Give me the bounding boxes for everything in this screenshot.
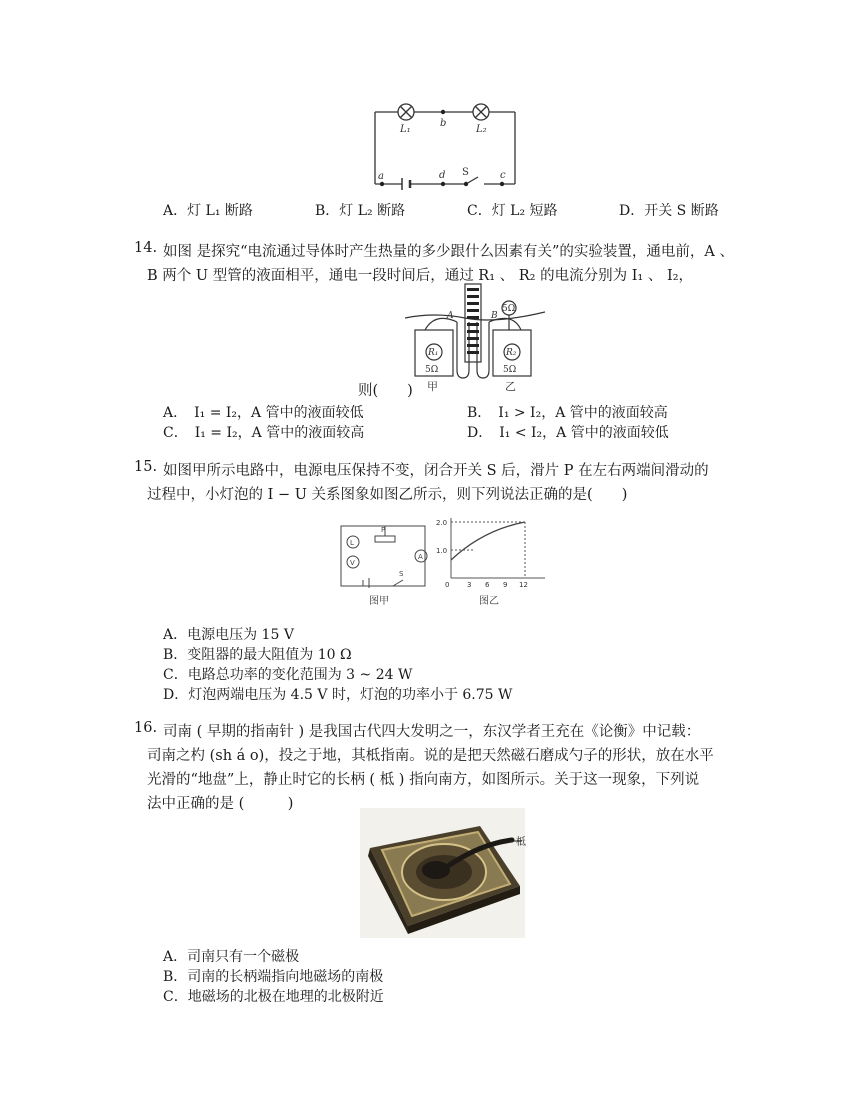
q15-option-b: B．变阻器的最大阻值为 10 Ω xyxy=(163,647,352,663)
label-r1: 5Ω xyxy=(425,365,439,375)
label-L2: L₂ xyxy=(476,124,487,135)
tick-x3: 3 xyxy=(467,581,472,589)
tick-x6: 6 xyxy=(485,581,490,589)
tick-y2: 2.0 xyxy=(436,519,448,527)
q16-option-b: B．司南的长柄端指向地磁场的南极 xyxy=(163,969,384,985)
q16-number: 16. xyxy=(134,720,158,736)
q16-line-2: 司南之杓 (sh á o)，投之于地，其柢指南。说的是把天然磁石磨成勺子的形状，放在水平 xyxy=(147,748,714,764)
tick-y1: 1.0 xyxy=(436,547,448,555)
label-S: S xyxy=(462,167,469,178)
svg-text:A: A xyxy=(418,553,423,561)
svg-text:L: L xyxy=(350,539,354,547)
q15-option-c: C．电路总功率的变化范围为 3 ~ 24 W xyxy=(163,667,413,683)
q16-line-1: 司南 ( 早期的指南针 ) 是我国古代四大发明之一，东汉学者王充在《论衡》中记载： xyxy=(163,724,701,740)
label-L1: L₁ xyxy=(400,124,411,135)
q14-apparatus-figure xyxy=(405,282,545,394)
label-b: b xyxy=(440,118,447,129)
q14-option-b: B． I₁ > I₂，A 管中的液面较高 xyxy=(467,405,668,421)
label-R2: R₂ xyxy=(506,348,517,358)
q15-number: 15. xyxy=(134,459,158,475)
q16-option-c: C．地磁场的北极在地理的北极附近 xyxy=(163,989,384,1005)
tick-x0: 0 xyxy=(445,581,450,589)
q16-line-4: 法中正确的是 ( ) xyxy=(147,796,294,812)
q14-line-1: 如图 是探究“电流通过导体时产生热量的多少跟什么因素有关”的实验装置，通电前，A 、 xyxy=(163,244,735,260)
q16-sinan-photo xyxy=(360,808,530,938)
label-a: a xyxy=(378,171,384,182)
label-fig-jia: 图甲 xyxy=(369,596,389,606)
svg-text:V: V xyxy=(350,559,355,567)
q13-option-c: C．灯 L₂ 短路 xyxy=(467,203,558,219)
q13-circuit-figure xyxy=(370,100,520,192)
q13-option-b: B．灯 L₂ 断路 xyxy=(315,203,406,219)
label-B: B xyxy=(491,311,498,321)
q15-line-2: 过程中，小灯泡的 I − U 关系图象如图乙所示，则下列说法正确的是( ) xyxy=(147,487,628,503)
q15-option-a: A．电源电压为 15 V xyxy=(163,627,294,643)
q13-option-a: A．灯 L₁ 断路 xyxy=(163,203,253,219)
label-fig-yi: 图乙 xyxy=(479,596,499,607)
label-R1: R₁ xyxy=(428,348,439,358)
q15-line-1: 如图甲所示电路中，电源电压保持不变，闭合开关 S 后，滑片 P 在左右两端间滑动的 xyxy=(163,463,709,479)
q13-option-d: D．开关 S 断路 xyxy=(619,203,719,219)
q14-line-3: 则( ) xyxy=(358,383,413,399)
label-di: 柢 xyxy=(516,837,526,848)
q14-option-c: C． I₁ = I₂，A 管中的液面较高 xyxy=(163,425,365,441)
svg-text:P: P xyxy=(381,526,386,534)
q15-circuit-figure xyxy=(333,512,433,606)
q14-option-a: A． I₁ = I₂，A 管中的液面较低 xyxy=(163,405,364,421)
label-d: d xyxy=(439,170,446,181)
label-r3: 5Ω xyxy=(502,304,516,314)
q15-iu-graph xyxy=(433,512,553,608)
label-c: c xyxy=(500,170,506,181)
label-jia: 甲 xyxy=(427,380,438,393)
q14-line-2: B 两个 U 型管的液面相平，通电一段时间后，通过 R₁ 、 R₂ 的电流分别为 I₁ 、 I₂， xyxy=(147,268,694,284)
q14-number: 14. xyxy=(134,240,158,256)
q16-option-a: A．司南只有一个磁极 xyxy=(163,949,300,965)
label-r2: 5Ω xyxy=(503,365,517,375)
svg-text:S: S xyxy=(399,570,404,578)
label-yi: 乙 xyxy=(505,380,516,393)
label-A: A xyxy=(447,311,454,321)
tick-x9: 9 xyxy=(503,581,508,589)
q16-line-3: 光滑的“地盘”上，静止时它的长柄 ( 柢 ) 指向南方，如图所示。关于这一现象，下列说 xyxy=(147,772,700,788)
q15-option-d: D．灯泡两端电压为 4.5 V 时，灯泡的功率小于 6.75 W xyxy=(163,687,513,703)
tick-x12: 12 xyxy=(519,581,528,589)
q14-option-d: D． I₁ < I₂，A 管中的液面较低 xyxy=(467,425,669,441)
